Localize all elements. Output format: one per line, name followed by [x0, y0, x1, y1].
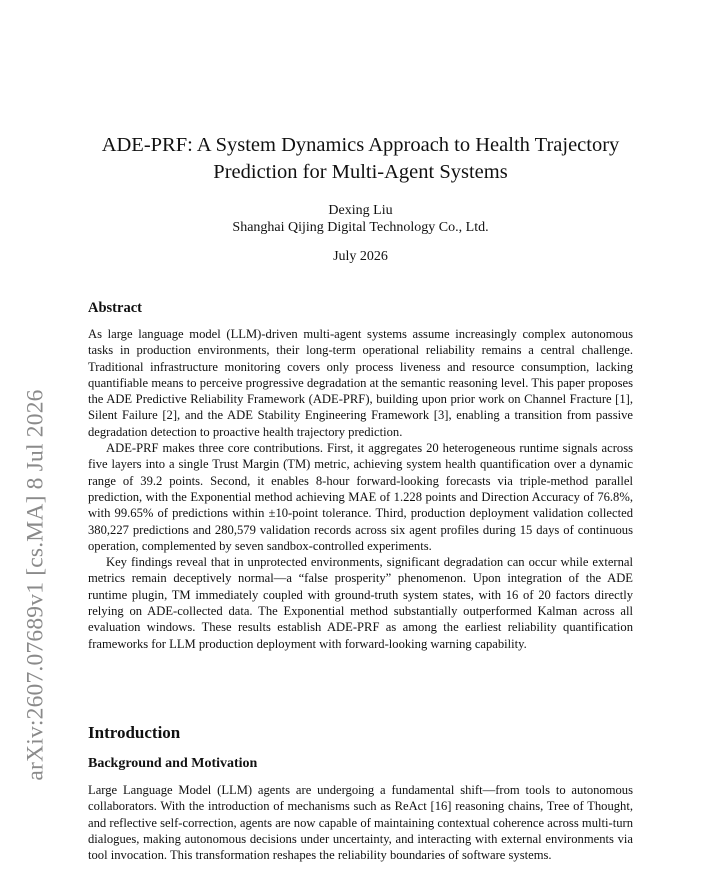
author-affiliation: Shanghai Qijing Digital Technology Co., Ltd. [232, 220, 489, 235]
abstract-body [88, 326, 633, 652]
publication-date: July 2026 [333, 249, 388, 264]
abstract-paragraph: ADE-PRF makes three core contributions. First, it aggregates 20 heterogeneous runtime signals across five layers into a single Trust Margin (TM) metric, achieving system health quantification over a dynamic range of 39.2 points. Second, it enables 8-hour forward-looking forecasts via triple-method parallel prediction, with the Exponential method achieving MAE of 1.228 points and Direction Accuracy of 76.8%, with 99.65% of predictions within ±10-point tolerance. Third, production deployment validation collected 380,227 predictions and 280,579 validation records across six agent profiles during 15 days of continuous operation, complemented by seven sandbox-controlled experiments. [88, 441, 633, 553]
subsection-heading-background: Background and Motivation [88, 756, 258, 771]
abstract-paragraph: As large language model (LLM)-driven multi-agent systems assume increasingly complex autonomous tasks in production environments, their long-term operational reliability remains a central challenge. Traditional infrastructure monitoring covers only process liveness and resource consumption, lacking quantifiable means to perceive progressive degradation at the semantic reasoning level. This paper proposes the ADE Predictive Reliability Framework (ADE-PRF), building upon prior work on Channel Fracture [1], Silent Failure [2], and the ADE Stability Engineering Framework [3], enabling a transition from passive degradation detection to proactive health trajectory prediction. [88, 327, 633, 439]
arxiv-identifier: arXiv:2607.07689v1 [cs.MA] 8 Jul 2026 [22, 389, 49, 781]
abstract-heading: Abstract [88, 300, 142, 316]
introduction-paragraph: Large Language Model (LLM) agents are undergoing a fundamental shift—from tools to autonomous collaborators. With the introduction of mechanisms such as ReAct [16] reasoning chains, Tree of Thought, and reflective self-correction, agents are now capable of maintaining contextual coherence across multi-turn dialogues, making autonomous decisions under uncertainty, and interacting with external environments via tool invocation. This transformation reshapes the reliability boundaries of software systems. [88, 783, 633, 863]
section-heading-introduction: Introduction [88, 723, 181, 742]
author-name: Dexing Liu [328, 203, 393, 218]
abstract-paragraph: Key findings reveal that in unprotected environments, significant degradation can occur while external metrics remain deceptively normal—a “false prosperity” phenomenon. Upon integration of the ADE runtime plugin, TM immediately coupled with ground-truth system states, with 16 of 20 factors directly relying on ADE-collected data. The Exponential method substantially outperformed Kalman across all evaluation windows. These results establish ADE-PRF as among the earliest reliability quantification frameworks for LLM production deployment with forward-looking warning capability. [88, 555, 633, 651]
paper-title: ADE-PRF: A System Dynamics Approach to Health Trajectory Prediction for Multi-Agent Systems [101, 134, 620, 183]
